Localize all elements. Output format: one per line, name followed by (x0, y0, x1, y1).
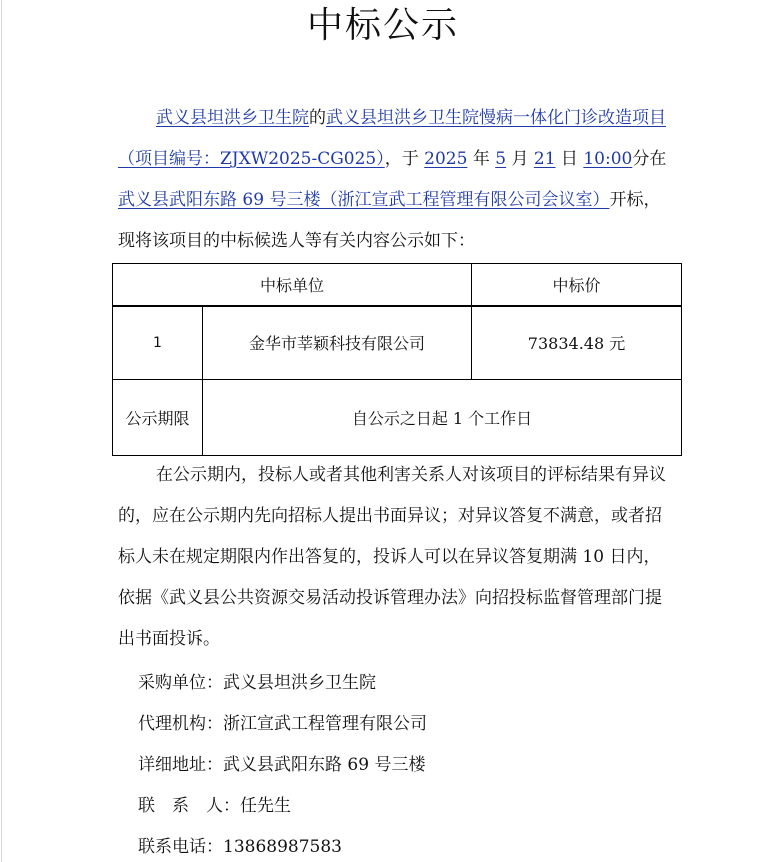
period-value: 自公示之日起 1 个工作日 (203, 380, 682, 456)
contact-person (138, 794, 291, 818)
project-link[interactable]: 武义县坦洪乡卫生院慢病一体化门诊改造项目（项目编号：ZJXW2025-CG025） (118, 108, 666, 169)
location-link[interactable]: 武义县武阳东路 69 号三楼（浙江宣武工程管理有限公司会议室） (118, 190, 610, 210)
notice-paragraph (118, 455, 674, 660)
table-row (113, 306, 682, 380)
purchaser-value: 武义县坦洪乡卫生院 (223, 673, 376, 693)
intro-paragraph (118, 98, 674, 262)
phone-label: 联系电话： (138, 837, 223, 857)
agency-value: 浙江宣武工程管理有限公司 (223, 714, 427, 734)
intro-comma-at: ，于 (384, 149, 419, 169)
address-label: 详细地址： (138, 755, 223, 775)
period-label: 公示期限 (113, 380, 203, 456)
open-time[interactable]: 10:00 (583, 149, 633, 169)
header-unit: 中标单位 (113, 264, 472, 306)
header-price: 中标价 (472, 264, 682, 306)
contact-purchaser (138, 671, 376, 695)
contact-agency (138, 712, 427, 736)
agency-label: 代理机构： (138, 714, 223, 734)
person-label: 联 系 人： (138, 796, 240, 816)
person-value: 任先生 (240, 796, 291, 816)
contact-phone (138, 835, 342, 859)
row-index: 1 (113, 306, 203, 380)
intro-time-suffix: 分在 (632, 149, 667, 169)
open-month[interactable]: 5 (495, 149, 507, 169)
purchaser-link[interactable]: 武义县坦洪乡卫生院 (156, 108, 309, 128)
period-row (113, 380, 682, 456)
row-company: 金华市莘颖科技有限公司 (203, 306, 472, 380)
notice-text: 在公示期内，投标人或者其他利害关系人对该项目的评标结果有异议的，应在公示期内先向招标人提出书面异议；对异议答复不满意，或者招标人未在规定期限内作出答复的，投诉人可以在异议答复期满 10 日内，依据《武义县公共资源交易活动投诉管理办法》向招投标监督管理部门提出书面投诉。 (118, 465, 666, 649)
intro-of: 的 (309, 108, 326, 128)
row-price: 73834.48 元 (472, 306, 682, 380)
open-day[interactable]: 21 (533, 149, 556, 169)
table-header-row (113, 264, 682, 306)
address-value: 武义县武阳东路 69 号三楼 (223, 755, 426, 775)
open-year-unit: 年 (472, 149, 490, 169)
open-day-unit: 日 (560, 149, 578, 169)
phone-value: 13868987583 (223, 837, 342, 857)
page-edge (1, 0, 2, 862)
contact-address (138, 753, 425, 777)
open-year[interactable]: 2025 (424, 149, 468, 169)
page-title: 中标公示 (306, 5, 459, 46)
open-month-unit: 月 (511, 149, 529, 169)
purchaser-label: 采购单位： (138, 673, 223, 693)
intro-closing: 开标，现将该项目的中标候选人等有关内容公示如下： (118, 190, 661, 251)
award-table (112, 263, 682, 456)
